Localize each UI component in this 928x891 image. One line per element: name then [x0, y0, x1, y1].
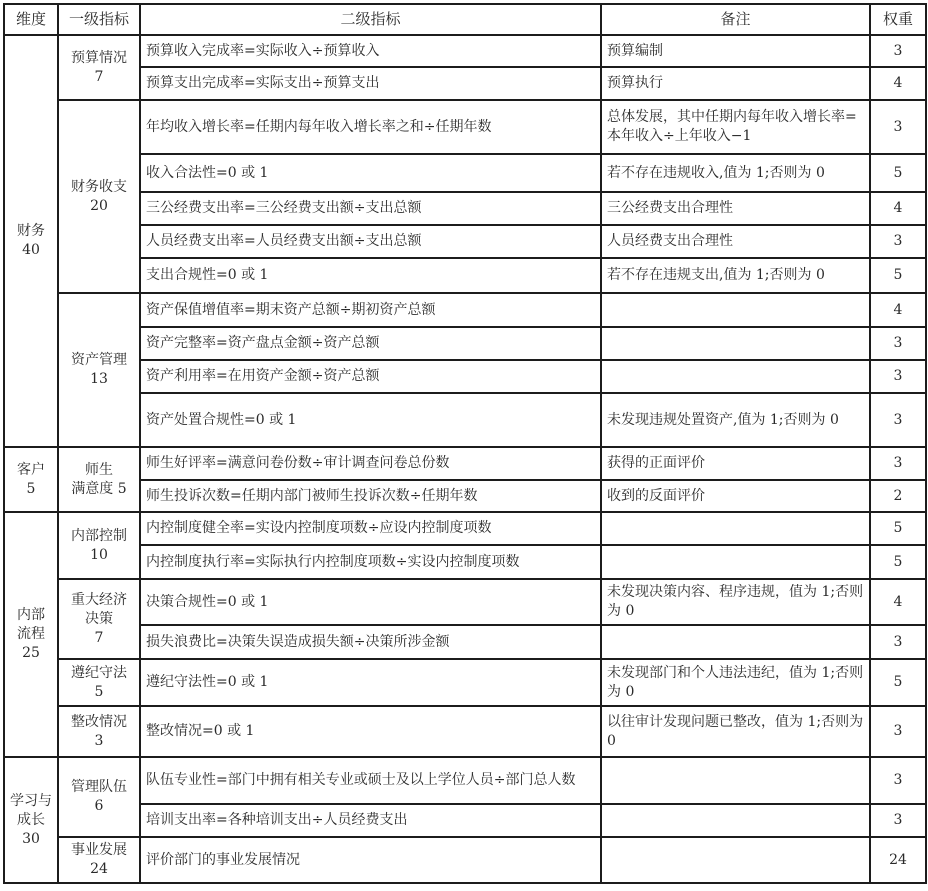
note-cell: [601, 837, 870, 883]
weight-cell: 2: [870, 480, 926, 512]
dimension-name-line: 流程: [17, 626, 45, 642]
dimension-name-line: 学习与: [10, 792, 52, 809]
weight-cell: 3: [870, 706, 926, 757]
table-row: [4, 258, 926, 293]
indicator-cell: 队伍专业性=部门中拥有相关专业或硕士及以上学位人员÷部门总人数: [140, 757, 601, 804]
level1-score: 13: [90, 371, 108, 387]
indicator-cell: 评价部门的事业发展情况: [140, 837, 601, 883]
table-row: [4, 447, 926, 480]
level1-name: 遵纪守法: [71, 664, 127, 681]
table-row: [4, 480, 926, 512]
note-cell: 未发现部门和个人违法违纪，值为 1;否则为 0: [601, 659, 870, 706]
level1-name: 整改情况: [71, 713, 127, 730]
indicator-cell: 资产完整率=资产盘点金额÷资产总额: [140, 327, 601, 360]
indicator-cell: 年均收入增长率=任期内每年收入增长率之和÷任期年数: [140, 100, 601, 154]
table-row: [4, 545, 926, 579]
weight-cell: 3: [870, 35, 926, 67]
level1-score: 7: [94, 68, 104, 85]
level1-budget: [58, 35, 140, 100]
table-row: [4, 327, 926, 360]
weight-cell: 5: [870, 154, 926, 192]
dimension-name-line: 内部: [17, 607, 45, 623]
dimension-learning-growth: [4, 757, 58, 883]
weight-cell: 5: [870, 512, 926, 545]
level1-name-line: 重大经济: [71, 591, 127, 608]
level1-name: 管理队伍: [71, 779, 127, 795]
level1-score: 6: [94, 798, 104, 814]
note-cell: 获得的正面评价: [601, 447, 870, 480]
table-row: [4, 67, 926, 100]
note-cell: [601, 757, 870, 804]
weight-cell: 3: [870, 100, 926, 154]
indicator-cell: 资产利用率=在用资产金额÷资产总额: [140, 360, 601, 393]
indicator-cell: 损失浪费比=决策失误造成损失额÷决策所涉金额: [140, 625, 601, 659]
weight-cell: 3: [870, 393, 926, 447]
level1-name: 事业发展: [71, 842, 127, 858]
table-row: [4, 393, 926, 447]
note-cell: [601, 293, 870, 327]
weight-cell: 4: [870, 67, 926, 100]
table-row: [4, 837, 926, 883]
level1-satisfaction: [58, 447, 140, 512]
table-row: [4, 512, 926, 545]
level1-score: 5: [94, 683, 104, 700]
indicator-table: [3, 3, 927, 884]
table-row: [4, 625, 926, 659]
table-row: [4, 293, 926, 327]
indicator-cell: 资产处置合规性=0 或 1: [140, 393, 601, 447]
note-cell: 收到的反面评价: [601, 480, 870, 512]
note-cell: 三公经费支出合理性: [601, 192, 870, 225]
weight-cell: 3: [870, 625, 926, 659]
weight-cell: 5: [870, 545, 926, 579]
table-row: [4, 706, 926, 757]
level1-name: 内部控制: [71, 527, 127, 544]
table-row: [4, 192, 926, 225]
level1-score: 3: [94, 732, 104, 749]
table-row: [4, 757, 926, 804]
dimension-name: 财务: [17, 223, 45, 239]
level1-internal-control: [58, 512, 140, 579]
level1-score: 10: [90, 546, 108, 563]
weight-cell: 3: [870, 757, 926, 804]
note-cell: [601, 804, 870, 837]
header-dimension: 维度: [4, 4, 58, 35]
note-cell: 以往审计发现问题已整改，值为 1;否则为 0: [601, 706, 870, 757]
indicator-cell: 内控制度健全率=实设内控制度项数÷应设内控制度项数: [140, 512, 601, 545]
level1-name: 预算情况: [71, 49, 127, 66]
weight-cell: 24: [870, 837, 926, 883]
header-level2: 二级指标: [140, 4, 601, 35]
indicator-cell: 师生投诉次数=任期内部门被师生投诉次数÷任期年数: [140, 480, 601, 512]
dimension-score: 5: [26, 480, 36, 497]
indicator-cell: 整改情况=0 或 1: [140, 706, 601, 757]
level1-major-decision: [58, 579, 140, 659]
table-row: [4, 100, 926, 154]
dimension-internal-process: [4, 512, 58, 757]
note-cell: 预算编制: [601, 35, 870, 67]
table-row: [4, 154, 926, 192]
level1-name: 资产管理: [71, 352, 127, 368]
note-cell: 预算执行: [601, 67, 870, 100]
note-cell: 人员经费支出合理性: [601, 225, 870, 258]
indicator-cell: 支出合规性=0 或 1: [140, 258, 601, 293]
level1-name-line: 决策: [85, 610, 113, 627]
weight-cell: 4: [870, 293, 926, 327]
level1-score: 20: [90, 197, 108, 214]
weight-cell: 5: [870, 258, 926, 293]
note-cell: [601, 360, 870, 393]
level1-name: 财务收支: [71, 178, 127, 195]
level1-management-team: [58, 757, 140, 837]
indicator-cell: 收入合法性=0 或 1: [140, 154, 601, 192]
level1-law-compliance: [58, 659, 140, 706]
note-cell: [601, 625, 870, 659]
note-cell: 未发现决策内容、程序违规，值为 1;否则为 0: [601, 579, 870, 625]
dimension-score: 25: [22, 645, 40, 661]
level1-finance-income-expense: [58, 100, 140, 293]
table-row: [4, 659, 926, 706]
weight-cell: 3: [870, 327, 926, 360]
note-cell: [601, 512, 870, 545]
indicator-cell: 决策合规性=0 或 1: [140, 579, 601, 625]
header-row: [4, 4, 926, 35]
indicator-cell: 预算收入完成率=实际收入÷预算收入: [140, 35, 601, 67]
table-row: [4, 360, 926, 393]
level1-name-line: 满意度 5: [71, 480, 127, 497]
level1-asset-management: [58, 293, 140, 447]
weight-cell: 5: [870, 659, 926, 706]
table-row: [4, 225, 926, 258]
header-level1: 一级指标: [58, 4, 140, 35]
level1-score: 24: [90, 861, 108, 877]
weight-cell: 3: [870, 804, 926, 837]
level1-career-development: [58, 837, 140, 883]
indicator-cell: 师生好评率=满意问卷份数÷审计调查问卷总份数: [140, 447, 601, 480]
indicator-cell: 培训支出率=各种培训支出÷人员经费支出: [140, 804, 601, 837]
indicator-cell: 遵纪守法性=0 或 1: [140, 659, 601, 706]
weight-cell: 3: [870, 225, 926, 258]
note-cell: 未发现违规处置资产,值为 1;否则为 0: [601, 393, 870, 447]
level1-rectification: [58, 706, 140, 757]
dimension-score: 30: [22, 830, 40, 847]
indicator-cell: 内控制度执行率=实际执行内控制度项数÷实设内控制度项数: [140, 545, 601, 579]
note-cell: [601, 545, 870, 579]
header-weight: 权重: [870, 4, 926, 35]
dimension-finance: [4, 35, 58, 447]
dimension-name-line: 成长: [17, 811, 45, 828]
weight-cell: 3: [870, 360, 926, 393]
indicator-cell: 资产保值增值率=期末资产总额÷期初资产总额: [140, 293, 601, 327]
indicator-cell: 人员经费支出率=人员经费支出额÷支出总额: [140, 225, 601, 258]
table-row: [4, 804, 926, 837]
note-cell: 若不存在违规支出,值为 1;否则为 0: [601, 258, 870, 293]
level1-name-line: 师生: [85, 461, 113, 478]
table-row: [4, 35, 926, 67]
table-row: [4, 579, 926, 625]
indicator-cell: 三公经费支出率=三公经费支出额÷支出总额: [140, 192, 601, 225]
indicator-cell: 预算支出完成率=实际支出÷预算支出: [140, 67, 601, 100]
dimension-customer: [4, 447, 58, 512]
weight-cell: 4: [870, 579, 926, 625]
dimension-name: 客户: [17, 461, 45, 478]
note-cell: 总体发展，其中任期内每年收入增长率=本年收入÷上年收入−1: [601, 100, 870, 154]
header-note: 备注: [601, 4, 870, 35]
weight-cell: 4: [870, 192, 926, 225]
dimension-score: 40: [22, 242, 40, 258]
weight-cell: 3: [870, 447, 926, 480]
note-cell: [601, 327, 870, 360]
level1-score: 7: [94, 629, 104, 646]
note-cell: 若不存在违规收入,值为 1;否则为 0: [601, 154, 870, 192]
